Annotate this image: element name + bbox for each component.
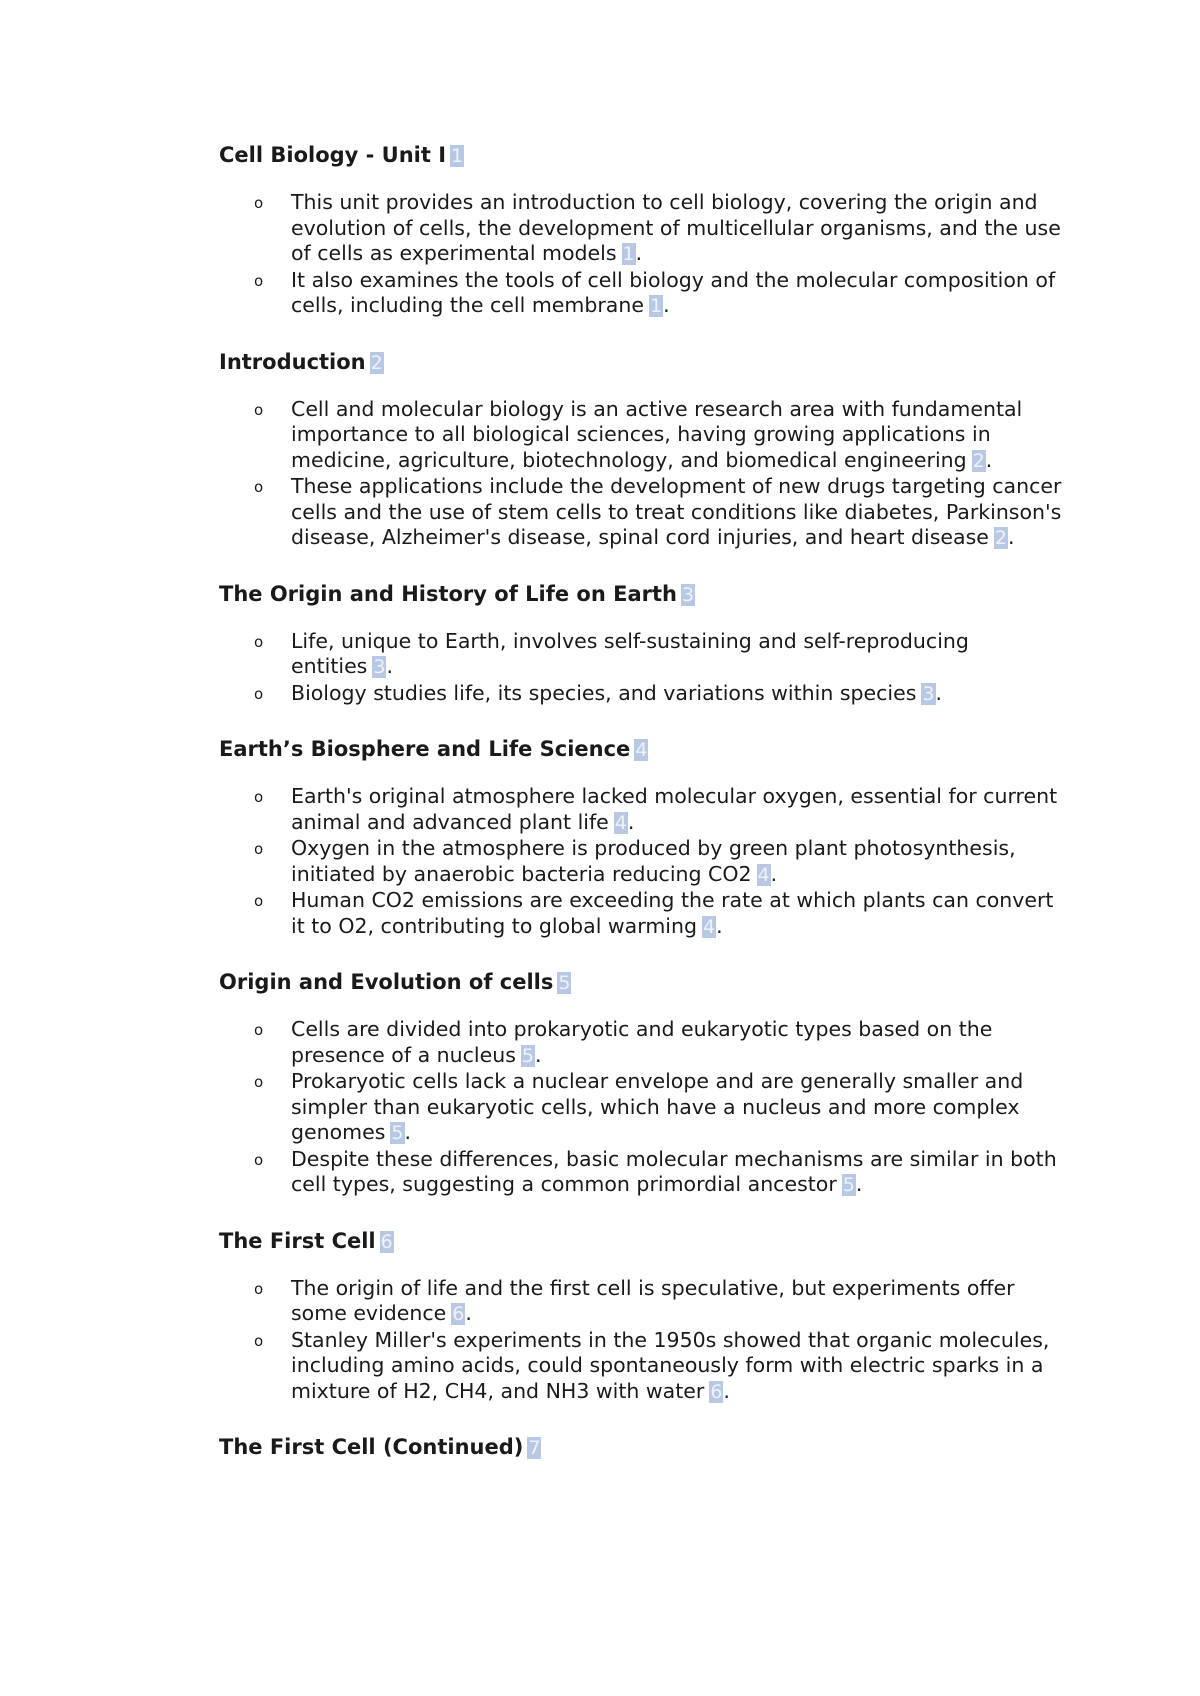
list-item xyxy=(219,836,1069,888)
section-heading xyxy=(219,734,1069,765)
list-item-text: The origin of life and the first cell is speculative, but experiments offer some evidence xyxy=(291,1275,1015,1325)
list-item xyxy=(219,681,1069,708)
section-heading-text: The Origin and History of Life on Earth xyxy=(219,581,677,606)
list-item xyxy=(219,1069,1069,1147)
list-item-text: Prokaryotic cells lack a nuclear envelope and are generally smaller and simpler than eukaryotic cells, which have a nucleus and more complex genomes xyxy=(291,1069,1024,1144)
bullet-list xyxy=(219,784,1069,940)
section-heading-text: Introduction xyxy=(219,349,366,374)
bullet-marker: o xyxy=(254,1021,264,1039)
section-heading xyxy=(219,1226,1069,1257)
section xyxy=(219,140,1069,320)
bullet-list xyxy=(219,629,1069,708)
list-item-end-punctuation: . xyxy=(404,1120,412,1144)
list-item-end-punctuation: . xyxy=(770,861,778,886)
citation-marker[interactable]: 3 xyxy=(681,583,695,606)
citation-marker[interactable]: 4 xyxy=(635,739,648,761)
list-item-text: Human CO2 emissions are exceeding the rate at which plants can convert it to O2, contributing to global warming xyxy=(291,888,1054,938)
list-item-end-punctuation: . xyxy=(627,809,635,834)
list-item xyxy=(219,1276,1069,1328)
bullet-marker: o xyxy=(254,788,264,806)
bullet-marker: o xyxy=(254,1073,264,1091)
section xyxy=(219,967,1069,1199)
list-item xyxy=(219,1017,1069,1069)
list-item-text: Despite these differences, basic molecular mechanisms are similar in both cell types, suggesting a common primordial ancestor xyxy=(291,1146,1057,1196)
list-item xyxy=(219,784,1069,836)
section-heading-text: Origin and Evolution of cells xyxy=(219,970,554,994)
citation-marker[interactable]: 7 xyxy=(528,1437,541,1459)
list-item-end-punctuation: . xyxy=(985,447,993,472)
list-item-text: It also examines the tools of cell biology and the molecular composition of cells, including the cell membrane xyxy=(291,267,1056,317)
list-item xyxy=(219,268,1069,320)
bullet-list xyxy=(219,397,1069,552)
list-item-end-punctuation: . xyxy=(935,680,943,705)
citation-marker[interactable]: 1 xyxy=(622,243,635,265)
list-item-end-punctuation: . xyxy=(635,241,643,265)
citation-marker[interactable]: 5 xyxy=(558,972,571,994)
bullet-marker: o xyxy=(254,271,264,290)
list-item xyxy=(219,629,1069,681)
list-item xyxy=(219,474,1069,552)
citation-marker[interactable]: 4 xyxy=(703,915,716,938)
citation-marker[interactable]: 5 xyxy=(842,1174,855,1196)
bullet-marker: o xyxy=(254,400,264,419)
bullet-marker: o xyxy=(254,194,264,212)
citation-marker[interactable]: 3 xyxy=(922,682,935,705)
list-item-text: Oxygen in the atmosphere is produced by green plant photosynthesis, initiated by anaerobic bacteria reducing CO2 xyxy=(291,836,1016,886)
list-item xyxy=(219,888,1069,940)
section xyxy=(219,579,1069,708)
citation-marker[interactable]: 6 xyxy=(710,1380,723,1403)
section-heading xyxy=(219,140,1069,171)
bullet-marker: o xyxy=(254,684,264,703)
list-item xyxy=(219,1328,1069,1406)
list-item-end-punctuation: . xyxy=(386,654,393,678)
citation-marker[interactable]: 4 xyxy=(757,863,770,886)
citation-marker[interactable]: 2 xyxy=(994,527,1007,549)
list-item-text: Stanley Miller's experiments in the 1950s showed that organic molecules, including amino acids, could spontaneously form with electric sparks in a mixture of H2, CH4, and NH3 with water xyxy=(291,1327,1050,1403)
list-item-text: Cell and molecular biology is an active research area with fundamental importance to all biological sciences, having growing applications in medicine, agriculture, biotechnology, and biomedical engineering xyxy=(291,396,1023,472)
list-item-end-punctuation: . xyxy=(723,1378,730,1403)
bullet-marker: o xyxy=(254,1331,264,1350)
citation-marker[interactable]: 1 xyxy=(451,145,464,167)
citation-marker[interactable]: 3 xyxy=(373,656,386,678)
section-heading-text: The First Cell (Continued) xyxy=(219,1435,524,1459)
citation-marker[interactable]: 6 xyxy=(452,1303,465,1325)
section-heading xyxy=(219,967,1069,998)
citation-marker[interactable]: 2 xyxy=(370,351,383,374)
list-item-end-punctuation: . xyxy=(855,1172,863,1196)
list-item-text: Earth's original atmosphere lacked molecular oxygen, essential for current animal and advanced plant life xyxy=(291,784,1058,834)
list-item-end-punctuation: . xyxy=(465,1301,472,1325)
bullet-marker: o xyxy=(254,1279,264,1298)
section-heading xyxy=(219,579,1069,610)
section xyxy=(219,734,1069,940)
list-item-end-punctuation: . xyxy=(1007,525,1015,549)
section xyxy=(219,1432,1069,1463)
citation-marker[interactable]: 2 xyxy=(972,449,985,472)
section-heading-text: Earth’s Biosphere and Life Science xyxy=(219,737,631,761)
section-heading xyxy=(219,347,1069,378)
bullet-list xyxy=(219,190,1069,320)
list-item-end-punctuation: . xyxy=(663,293,670,317)
document-body xyxy=(219,140,1069,1463)
list-item xyxy=(219,190,1069,268)
bullet-marker: o xyxy=(254,1150,264,1169)
list-item-text: This unit provides an introduction to cell biology, covering the origin and evolution of cells, the development of multicellular organisms, and the use of cells as experimental models xyxy=(291,190,1061,265)
bullet-marker: o xyxy=(254,892,264,910)
bullet-list xyxy=(219,1276,1069,1406)
citation-marker[interactable]: 4 xyxy=(614,811,627,834)
section xyxy=(219,1226,1069,1406)
bullet-marker: o xyxy=(254,632,264,651)
citation-marker[interactable]: 5 xyxy=(391,1122,404,1144)
list-item-text: Biology studies life, its species, and variations within species xyxy=(291,680,917,705)
section-heading-text: Cell Biology - Unit I xyxy=(219,143,447,167)
list-item-text: Cells are divided into prokaryotic and eukaryotic types based on the presence of a nucleus xyxy=(291,1017,993,1067)
bullet-list xyxy=(219,1017,1069,1199)
list-item-text: Life, unique to Earth, involves self-sustaining and self-reproducing entities xyxy=(291,628,969,678)
section xyxy=(219,347,1069,552)
section-heading xyxy=(219,1432,1069,1463)
citation-marker[interactable]: 1 xyxy=(649,295,663,317)
list-item-text: These applications include the development of new drugs targeting cancer cells and the use of stem cells to treat conditions like diabetes, Parkinson's disease, Alzheimer's disease, spinal cord injuries, and heart disease xyxy=(291,474,1062,549)
list-item xyxy=(219,1147,1069,1199)
citation-marker[interactable]: 5 xyxy=(521,1044,534,1067)
bullet-marker: o xyxy=(254,478,264,496)
citation-marker[interactable]: 6 xyxy=(380,1230,393,1253)
list-item xyxy=(219,397,1069,475)
list-item-end-punctuation: . xyxy=(716,913,723,938)
bullet-marker: o xyxy=(254,840,264,858)
section-heading-text: The First Cell xyxy=(219,1228,376,1253)
list-item-end-punctuation: . xyxy=(534,1042,542,1067)
